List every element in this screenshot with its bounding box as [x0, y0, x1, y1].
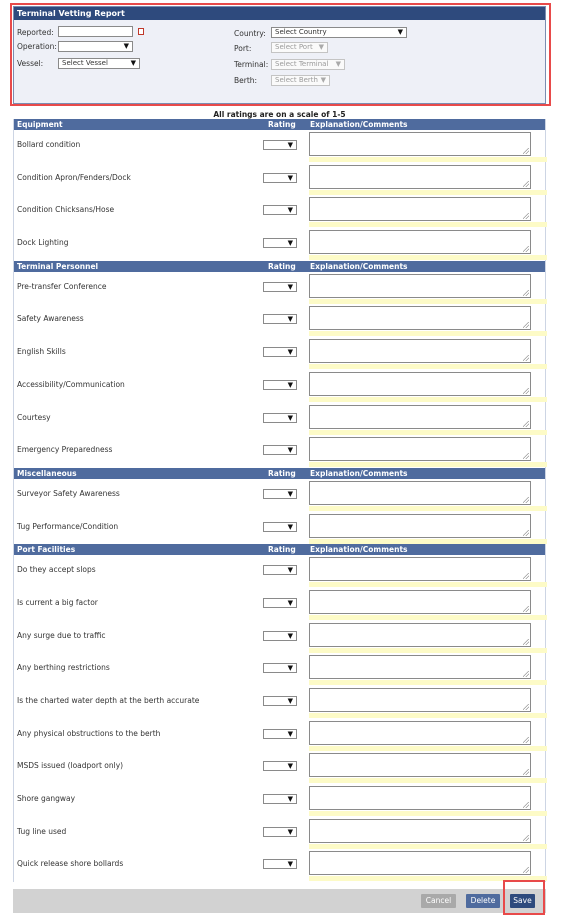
comments-column-header: Explanation/Comments	[310, 261, 408, 271]
criterion-label: Condition Chicksans/Hose	[17, 205, 115, 215]
rating-row	[14, 403, 545, 436]
comment-stripe	[309, 844, 547, 849]
rating-select[interactable]	[263, 794, 297, 804]
chevron-down-icon: ▼	[287, 566, 293, 575]
rating-row	[14, 337, 545, 370]
chevron-down-icon: ▼	[287, 173, 293, 182]
comment-stripe	[309, 713, 547, 718]
reported-date-input[interactable]	[58, 26, 133, 37]
criterion-label: Is the charted water depth at the berth accurate	[17, 696, 200, 705]
port-label: Port:	[234, 44, 252, 53]
chevron-down-icon: ▼	[287, 413, 293, 422]
rating-select[interactable]	[263, 522, 297, 532]
chevron-down-icon: ▼	[287, 489, 293, 498]
resize-grip-icon[interactable]	[523, 737, 529, 743]
chevron-down-icon: ▼	[287, 697, 293, 705]
rating-column-header: Rating	[268, 468, 296, 478]
terminal-label: Terminal:	[234, 60, 269, 69]
country-value: Select Country	[275, 28, 327, 36]
operation-label: Operation:	[17, 42, 57, 51]
rating-select[interactable]	[263, 598, 297, 608]
port-select[interactable]	[271, 42, 328, 53]
comment-textarea[interactable]	[309, 786, 531, 810]
comment-textarea[interactable]	[309, 230, 531, 254]
criterion-label: Any berthing restrictions	[17, 663, 110, 673]
comment-stripe	[309, 255, 547, 260]
rating-select[interactable]	[263, 140, 297, 150]
chevron-down-icon: ▼	[287, 598, 293, 607]
criterion-label: Surveyor Safety Awareness	[17, 488, 120, 498]
rating-scale-note: All ratings are on a scale of 1-5	[213, 110, 346, 119]
comment-textarea[interactable]	[309, 405, 531, 429]
resize-grip-icon[interactable]	[523, 671, 529, 677]
chevron-down-icon: ▼	[287, 446, 293, 455]
criterion-label: Quick release shore bollards	[17, 859, 124, 869]
rating-column-header: Rating	[268, 120, 296, 129]
resize-grip-icon[interactable]	[523, 453, 529, 459]
comments-column-header: Explanation/Comments	[310, 545, 408, 555]
chevron-down-icon: ▼	[287, 239, 293, 248]
criterion-label: Emergency Preparedness	[17, 445, 113, 455]
rating-row	[14, 588, 545, 621]
port-value: Select Port	[275, 43, 313, 51]
criterion-label: Safety Awareness	[17, 314, 84, 324]
comment-stripe	[309, 299, 547, 304]
comment-textarea[interactable]	[309, 514, 531, 538]
comment-stripe	[309, 811, 547, 816]
criterion-label: English Skills	[17, 347, 66, 357]
criterion-label: Tug line used	[17, 826, 67, 836]
chevron-down-icon: ▼	[287, 631, 293, 640]
resize-grip-icon[interactable]	[523, 573, 529, 579]
rating-row	[14, 719, 545, 752]
resize-grip-icon[interactable]	[523, 421, 529, 427]
rating-column-header: Rating	[268, 261, 296, 271]
criterion-label: Do they accept slops	[17, 565, 96, 575]
chevron-down-icon: ▼	[130, 59, 136, 67]
criterion-label: Bollard condition	[17, 140, 81, 149]
section-header	[14, 468, 545, 479]
comment-textarea[interactable]	[309, 721, 531, 745]
comment-textarea[interactable]	[309, 132, 531, 156]
cancel-button[interactable]: Cancel	[421, 894, 456, 908]
criterion-label: MSDS issued (loadport only)	[17, 761, 124, 771]
resize-grip-icon[interactable]	[523, 213, 529, 219]
section-header	[14, 261, 545, 272]
chevron-down-icon: ▼	[287, 729, 293, 738]
resize-grip-icon[interactable]	[523, 802, 529, 808]
chevron-down-icon: ▼	[287, 282, 293, 291]
chevron-down-icon: ▼	[318, 43, 324, 51]
rating-select[interactable]	[263, 173, 297, 183]
berth-value: Select Berth	[275, 76, 318, 84]
criterion-label: Accessibility/Communication	[17, 379, 125, 389]
resize-grip-icon[interactable]	[523, 148, 529, 154]
comment-stripe	[309, 680, 547, 685]
comment-stripe	[309, 397, 547, 402]
resize-grip-icon[interactable]	[523, 769, 529, 775]
section-title: Equipment	[17, 120, 63, 129]
calendar-icon[interactable]	[138, 28, 144, 35]
report-header-panel	[13, 6, 546, 104]
rating-row	[14, 163, 545, 196]
criterion-label: Any physical obstructions to the berth	[17, 728, 161, 738]
terminal-value: Select Terminal	[275, 60, 329, 68]
chevron-down-icon: ▼	[320, 76, 326, 84]
criterion-label: Is current a big factor	[17, 597, 98, 607]
resize-grip-icon[interactable]	[523, 246, 529, 252]
criterion-label: Dock Lighting	[17, 238, 69, 248]
comment-textarea[interactable]	[309, 372, 531, 396]
chevron-down-icon: ▼	[287, 827, 293, 836]
comment-stripe	[309, 462, 547, 467]
resize-grip-icon[interactable]	[523, 355, 529, 361]
rating-select[interactable]	[263, 859, 297, 869]
rating-row	[14, 512, 545, 545]
terminal-select[interactable]	[271, 59, 345, 70]
vessel-select[interactable]	[58, 58, 140, 69]
comment-stripe	[309, 157, 547, 162]
chevron-down-icon: ▼	[335, 60, 341, 68]
report-title: Terminal Vetting Report	[14, 7, 545, 20]
rating-row	[14, 555, 545, 588]
chevron-down-icon: ▼	[287, 141, 293, 149]
form-footer	[13, 889, 546, 913]
comment-textarea[interactable]	[309, 339, 531, 363]
resize-grip-icon[interactable]	[523, 322, 529, 328]
comment-textarea[interactable]	[309, 655, 531, 679]
chevron-down-icon: ▼	[287, 315, 293, 324]
resize-grip-icon[interactable]	[523, 388, 529, 394]
comment-stripe	[309, 190, 547, 195]
reported-label: Reported:	[17, 28, 54, 37]
rating-select[interactable]	[263, 761, 297, 771]
vessel-label: Vessel:	[17, 59, 44, 68]
comments-column-header: Explanation/Comments	[310, 468, 408, 478]
comment-textarea[interactable]	[309, 557, 531, 581]
section-header	[14, 544, 545, 555]
rating-select[interactable]	[263, 729, 297, 739]
rating-row	[14, 817, 545, 850]
section-equipment	[14, 119, 545, 261]
rating-select[interactable]	[263, 696, 297, 706]
vetting-form	[13, 6, 546, 869]
comments-column-header: Explanation/Comments	[310, 120, 408, 129]
rating-row	[14, 304, 545, 337]
rating-row	[14, 751, 545, 784]
rating-select[interactable]	[263, 380, 297, 390]
comment-textarea[interactable]	[309, 197, 531, 221]
rating-row	[14, 228, 545, 261]
rating-select[interactable]	[263, 347, 297, 357]
comment-textarea[interactable]	[309, 437, 531, 461]
section-terminal-personnel	[14, 261, 545, 468]
comment-stripe	[309, 364, 547, 369]
berth-label: Berth:	[234, 76, 258, 85]
rating-row	[14, 272, 545, 305]
criterion-label: Pre-transfer Conference	[17, 281, 107, 291]
rating-row	[14, 195, 545, 228]
section-port-facilities	[14, 544, 545, 882]
comment-stripe	[309, 876, 547, 881]
rating-row	[14, 435, 545, 468]
resize-grip-icon[interactable]	[523, 530, 529, 536]
comment-stripe	[309, 648, 547, 653]
comment-stripe	[309, 582, 547, 587]
resize-grip-icon[interactable]	[523, 639, 529, 645]
rating-row	[14, 784, 545, 817]
vessel-value: Select Vessel	[62, 59, 108, 67]
ratings-table	[13, 119, 546, 882]
comment-stripe	[309, 615, 547, 620]
rating-select[interactable]	[263, 314, 297, 324]
rating-select[interactable]	[263, 205, 297, 215]
comment-textarea[interactable]	[309, 851, 531, 875]
save-button[interactable]: Save	[510, 894, 535, 908]
comment-textarea[interactable]	[309, 481, 531, 505]
rating-select[interactable]	[263, 282, 297, 292]
comment-textarea[interactable]	[309, 688, 531, 712]
rating-select[interactable]	[263, 663, 297, 673]
comment-stripe	[309, 506, 547, 511]
chevron-down-icon: ▼	[287, 206, 293, 215]
criterion-label: Courtesy	[17, 412, 51, 422]
delete-button[interactable]: Delete	[466, 894, 500, 908]
operation-select[interactable]	[58, 41, 133, 52]
chevron-down-icon: ▼	[123, 42, 129, 50]
criterion-label: Condition Apron/Fenders/Dock	[17, 172, 131, 182]
chevron-down-icon: ▼	[287, 762, 293, 771]
resize-grip-icon[interactable]	[523, 867, 529, 873]
rating-row	[14, 621, 545, 654]
comment-stripe	[309, 222, 547, 227]
criterion-label: Shore gangway	[17, 794, 76, 804]
comment-stripe	[309, 778, 547, 783]
rating-row	[14, 653, 545, 686]
chevron-down-icon: ▼	[287, 795, 293, 804]
berth-select[interactable]	[271, 75, 330, 86]
section-miscellaneous	[14, 468, 545, 544]
comment-textarea[interactable]	[309, 623, 531, 647]
resize-grip-icon[interactable]	[523, 835, 529, 841]
rating-column-header: Rating	[268, 545, 296, 555]
section-title: Miscellaneous	[17, 468, 77, 478]
rating-select[interactable]	[263, 565, 297, 575]
resize-grip-icon[interactable]	[523, 497, 529, 503]
rating-select[interactable]	[263, 631, 297, 641]
section-title: Port Facilities	[17, 545, 76, 555]
comment-textarea[interactable]	[309, 274, 531, 298]
criterion-label: Any surge due to traffic	[17, 630, 106, 640]
comment-stripe	[309, 746, 547, 751]
resize-grip-icon[interactable]	[523, 704, 529, 710]
country-select[interactable]	[271, 27, 407, 38]
rating-row	[14, 849, 545, 882]
rating-select[interactable]	[263, 445, 297, 455]
comment-textarea[interactable]	[309, 590, 531, 614]
chevron-down-icon: ▼	[287, 380, 293, 389]
comment-textarea[interactable]	[309, 819, 531, 843]
comment-stripe	[309, 331, 547, 336]
comment-stripe	[309, 539, 547, 544]
criterion-label: Tug Performance/Condition	[17, 521, 119, 531]
rating-row	[14, 479, 545, 512]
rating-row	[14, 370, 545, 403]
rating-row	[14, 686, 545, 719]
comment-textarea[interactable]	[309, 306, 531, 330]
comment-stripe	[309, 430, 547, 435]
section-title: Terminal Personnel	[17, 261, 99, 271]
chevron-down-icon: ▼	[397, 28, 403, 36]
chevron-down-icon: ▼	[287, 522, 293, 531]
rating-select[interactable]	[263, 238, 297, 248]
section-header	[14, 119, 545, 130]
comment-textarea[interactable]	[309, 165, 531, 189]
rating-select[interactable]	[263, 489, 297, 499]
rating-row	[14, 130, 545, 163]
resize-grip-icon[interactable]	[523, 290, 529, 296]
comment-textarea[interactable]	[309, 753, 531, 777]
chevron-down-icon: ▼	[287, 348, 293, 357]
rating-select[interactable]	[263, 827, 297, 837]
chevron-down-icon: ▼	[287, 664, 293, 673]
resize-grip-icon[interactable]	[523, 606, 529, 612]
resize-grip-icon[interactable]	[523, 181, 529, 187]
chevron-down-icon: ▼	[287, 860, 293, 869]
rating-select[interactable]	[263, 413, 297, 423]
country-label: Country:	[234, 29, 266, 38]
